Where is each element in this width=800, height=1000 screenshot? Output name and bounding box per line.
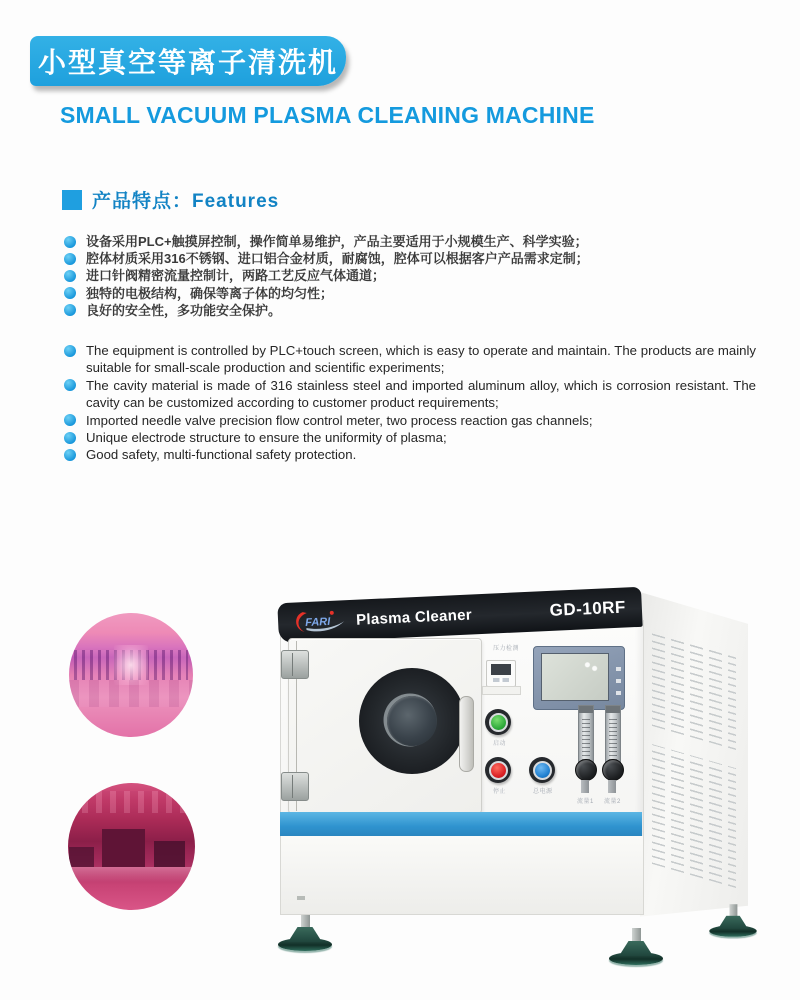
feature-item-en	[64, 429, 756, 446]
flow-knob	[575, 759, 597, 781]
feature-item-cn	[64, 233, 754, 250]
features-list-en	[64, 342, 756, 464]
blue-button-icon	[533, 761, 552, 780]
plasma-chamber-photo-1	[69, 613, 193, 737]
bullet-icon	[64, 379, 76, 391]
photo-layer	[114, 645, 149, 685]
start-button	[485, 709, 511, 735]
machine-foot	[609, 928, 663, 965]
bullet-icon	[64, 236, 76, 248]
feature-item-cn	[64, 250, 754, 267]
touchscreen-keys	[616, 659, 621, 695]
feature-item-cn	[64, 267, 754, 284]
flow-fitting	[608, 780, 616, 793]
start-button-label: 启动	[493, 741, 507, 747]
feature-text: 进口针阀精密流量控制计，两路工艺反应气体通道；	[86, 268, 386, 284]
bullet-icon	[64, 304, 76, 316]
foot-cone	[619, 941, 653, 956]
vent-grille-icon	[652, 744, 736, 888]
features-heading	[62, 186, 279, 213]
flow-fitting	[581, 780, 589, 793]
header-banner	[30, 36, 346, 86]
brand-logo-icon	[292, 608, 349, 635]
feature-item-cn	[64, 302, 754, 319]
machine-base	[280, 836, 644, 915]
gauge-buttons	[493, 678, 509, 682]
pressure-gauge	[486, 660, 516, 687]
feature-text: 独特的电极结构，确保等离子体的均匀性；	[86, 285, 334, 301]
product-label: Plasma Cleaner	[355, 605, 473, 629]
red-button-icon	[489, 761, 508, 780]
feature-text: Unique electrode structure to ensure the uniformity of plasma;	[86, 430, 447, 446]
photo-layer	[102, 829, 145, 867]
plasma-chamber-photo-2	[68, 783, 195, 910]
feature-item-cn	[64, 285, 754, 302]
machine-side-panel	[638, 588, 748, 920]
foot-stem	[632, 928, 641, 943]
feature-text: 良好的安全性，多功能安全保护。	[86, 302, 282, 318]
flow-meter-1-label: 流量1	[577, 799, 594, 805]
photo-layer	[68, 791, 195, 814]
porthole-glass	[387, 696, 437, 746]
door-hinge-icon	[281, 772, 309, 801]
flow-tube	[578, 705, 594, 767]
page-title: SMALL VACUUM PLASMA CLEANING MACHINE	[60, 102, 595, 128]
features-list-cn	[64, 233, 754, 319]
pressure-gauge-label: 压力检测	[493, 646, 520, 652]
bullet-icon	[64, 432, 76, 444]
feature-item-en	[64, 446, 756, 463]
foot-stem	[301, 914, 310, 929]
feature-text: Good safety, multi-functional safety protection.	[86, 447, 357, 463]
feature-text: The cavity material is made of 316 stainless steel and imported aluminum alloy, which is corrosion resistant. The cavity can be customized according to customer product requirements;	[86, 377, 756, 411]
feature-text: The equipment is controlled by PLC+touch screen, which is easy to operate and maintain. The products are mainly suitable for small-scale production and scientific experiments;	[86, 343, 756, 376]
section-marker-icon	[62, 190, 82, 210]
stop-button-label: 停止	[493, 789, 507, 795]
foot-cone	[718, 916, 748, 929]
brand-text: FARI	[304, 615, 331, 630]
flow-knob	[602, 759, 624, 781]
porthole-window	[359, 668, 465, 774]
power-button-label: 总电源	[533, 789, 553, 795]
foot-cone	[288, 927, 322, 942]
bullet-icon	[64, 287, 76, 299]
gauge-display	[491, 664, 511, 675]
bullet-icon	[64, 449, 76, 461]
machine-product-photo	[250, 580, 750, 980]
door-handle	[459, 696, 474, 772]
photo-layer	[69, 680, 193, 707]
photo-layer	[68, 867, 195, 882]
bullet-icon	[64, 414, 76, 426]
bullet-icon	[64, 345, 76, 357]
flow-meter-2	[605, 705, 619, 767]
flow-tube	[605, 705, 621, 767]
model-badge: GD-10RF	[549, 597, 627, 620]
door-hinge-icon	[281, 650, 309, 679]
features-heading-text: 产品特点：Features	[92, 191, 280, 212]
feature-item-en	[64, 412, 756, 429]
feature-text: Imported needle valve precision flow control meter, two process reaction gas channels;	[86, 412, 593, 428]
flow-meter-2-label: 流量2	[604, 799, 621, 805]
flow-meter-1	[578, 705, 592, 767]
vent-grille-icon	[652, 628, 736, 750]
feature-text: 设备采用PLC+触摸屏控制，操作简单易维护，产品主要适用于小规模生产、科学实验；	[86, 234, 588, 249]
bullet-icon	[64, 253, 76, 265]
banner-title: 小型真空等离子清洗机	[37, 47, 338, 78]
machine-foot	[278, 914, 332, 951]
bullet-icon	[64, 270, 76, 282]
blue-accent-band	[280, 812, 642, 836]
feature-item-en	[64, 377, 756, 412]
touchscreen-display	[541, 653, 609, 701]
stop-button	[485, 757, 511, 783]
green-button-icon	[489, 713, 508, 732]
foot-stem	[729, 904, 737, 917]
feature-text: 腔体材质采用316不锈钢、进口铝合金材质，耐腐蚀，腔体可以根据客户产品需求定制；	[86, 251, 589, 267]
machine-foot	[709, 904, 757, 937]
feature-item-en	[64, 342, 756, 377]
touchscreen	[533, 646, 625, 710]
gauge-base	[482, 686, 521, 695]
power-button	[529, 757, 555, 783]
